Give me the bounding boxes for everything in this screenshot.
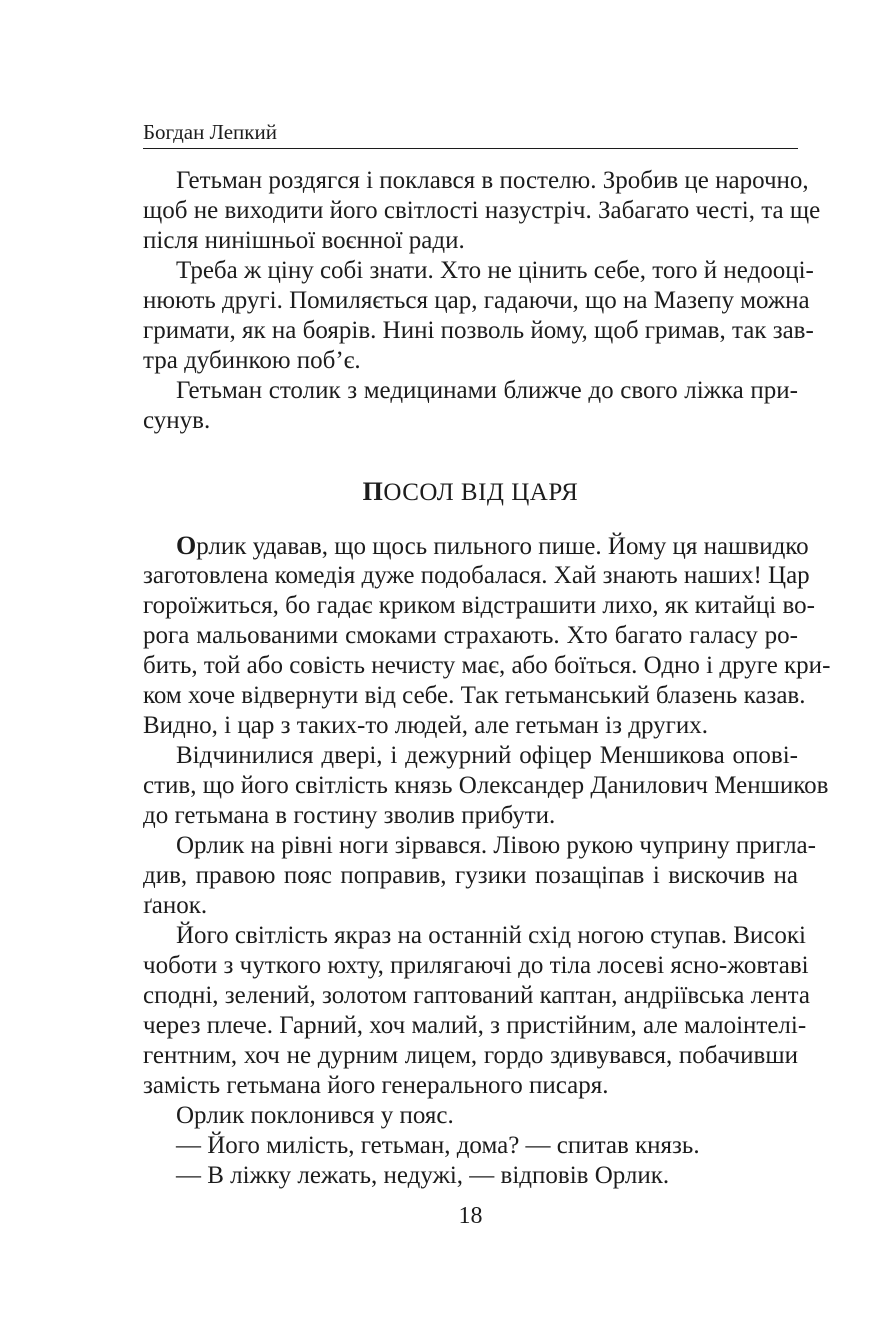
section-heading xyxy=(143,477,798,508)
paragraph-line: заготовлена комедія дуже подобалася. Хай знають наших! Цар xyxy=(143,562,810,589)
paragraph-line: ґанок. xyxy=(143,892,208,919)
paragraph-line: гентним, хоч не дурним лицем, гордо здивувався, побачивши xyxy=(143,1042,798,1069)
paragraph-line: рога мальованими смоками страхають. Хто багато галасу ро- xyxy=(143,622,798,649)
author-name: Богдан Лепкий xyxy=(143,120,277,144)
paragraph-line: — В ліжку лежать, недужі, — відповів Орлик. xyxy=(176,1162,670,1189)
running-head xyxy=(143,118,798,149)
paragraph-line: Орлик удавав, що щось пильного пише. Йому ця нашвидко xyxy=(176,531,809,560)
paragraph-line: Його світлість якраз на останній схід ногою ступав. Високі xyxy=(176,922,806,949)
paragraph-line: Гетьман столик з медицинами ближче до свого ліжка при- xyxy=(176,377,798,404)
paragraph-line: Відчинилися двері, і дежурний офіцер Меншикова опові- xyxy=(176,742,798,769)
heading-initial: П xyxy=(362,477,384,506)
paragraph-line: сподні, зелений, золотом гаптований каптан, андріївська лента xyxy=(143,982,810,1009)
paragraph-line: бить, той або совість нечисту має, або боїться. Одно і друге кри- xyxy=(143,652,831,679)
paragraph-line: гороїжиться, бо гадає криком відстрашити лихо, як китайці во- xyxy=(143,592,815,619)
paragraph xyxy=(143,256,814,376)
paragraph-line: ком хоче відвернути від себе. Так гетьманський блазень казав. xyxy=(143,682,806,709)
paragraph-line: до гетьмана в гостину зволив прибути. xyxy=(143,802,556,829)
section-text-2 xyxy=(143,531,831,1191)
paragraph xyxy=(143,1161,798,1191)
paragraph xyxy=(143,166,821,256)
paragraph-line: — Його милість, гетьман, дома? — спитав князь. xyxy=(176,1132,700,1159)
paragraph-line: Треба ж ціну собі знати. Хто не цінить себе, того й недооці- xyxy=(176,257,814,284)
paragraph xyxy=(143,376,798,436)
paragraph xyxy=(143,1101,798,1131)
page-number: 18 xyxy=(458,1203,483,1229)
paragraph-line: Гетьман роздягся і поклався в постелю. Зробив це нарочно, xyxy=(176,167,809,194)
paragraph-line: стив, що його світлість князь Олександер Данилович Меншиков xyxy=(143,772,829,799)
paragraph-line: тра дубинкою поб’є. xyxy=(143,347,361,374)
paragraph-line: нюють другі. Помиляється цар, гадаючи, що на Мазепу можна xyxy=(143,287,810,314)
paragraph-line: Орлик на рівні ноги зірвався. Лівою рукою чуприну пригла- xyxy=(176,832,816,859)
paragraph-line: Орлик поклонився у пояс. xyxy=(176,1102,454,1129)
paragraph-line: замість гетьмана його генерального писаря. xyxy=(143,1072,609,1099)
paragraph xyxy=(143,531,831,741)
paragraph xyxy=(143,831,816,921)
paragraph xyxy=(143,1131,798,1161)
paragraph-line: після нинішньої воєнної ради. xyxy=(143,227,465,254)
section-text-1 xyxy=(143,166,821,436)
paragraph-line: сунув. xyxy=(143,407,211,434)
paragraph xyxy=(143,921,810,1101)
paragraph xyxy=(143,741,829,831)
heading-text: ОСОЛ ВІД ЦАРЯ xyxy=(383,479,579,506)
paragraph-line: гримати, як на боярів. Нині позволь йому, щоб гримав, так зав- xyxy=(143,317,814,344)
paragraph-line: щоб не виходити його світлості назустріч. Забагато честі, та ще xyxy=(143,197,821,224)
drop-initial: О xyxy=(176,531,197,560)
paragraph-line: чоботи з чуткого юхту, прилягаючі до тіла лосеві ясно-жовтаві xyxy=(143,952,809,979)
paragraph-line: див, правою пояс поправив, гузики позащіпав і вискочив на xyxy=(143,862,798,889)
paragraph-line: Видно, і цар з таких-то людей, але гетьман із других. xyxy=(143,712,709,739)
paragraph-line: через плече. Гарний, хоч малий, з пристійним, але малоінтелі- xyxy=(143,1012,807,1039)
